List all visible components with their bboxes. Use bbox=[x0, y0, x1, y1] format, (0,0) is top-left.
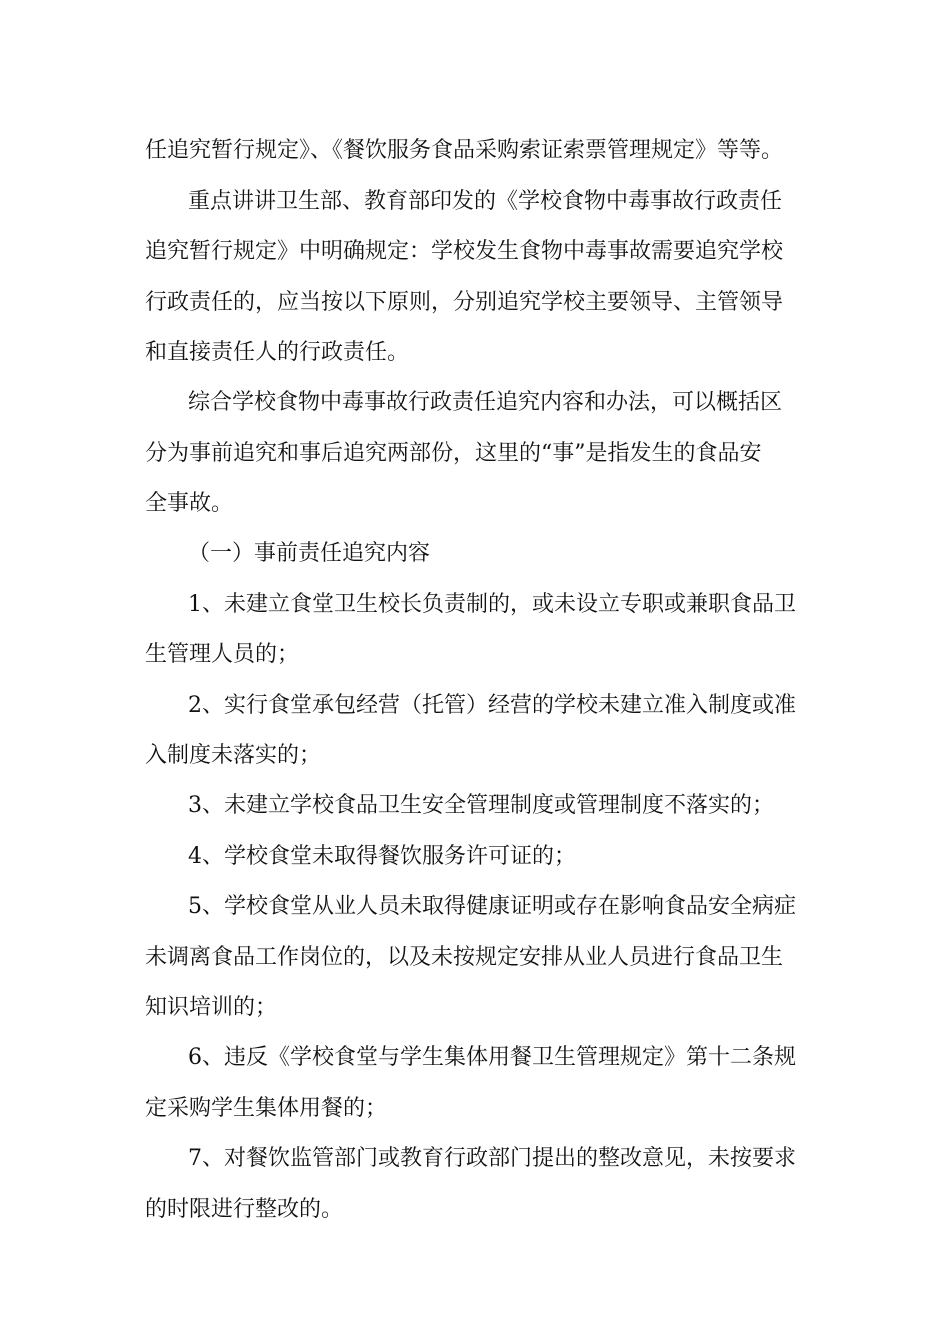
list-item-line: 的时限进行整改的。 bbox=[145, 1197, 344, 1222]
list-item-line: 定采购学生集体用餐的； bbox=[145, 1096, 388, 1121]
text-line: 综合学校食物中毒事故行政责任追究内容和办法，可以概括区 bbox=[188, 390, 783, 415]
section-heading: （一）事前责任追究内容 bbox=[188, 541, 431, 566]
text-line: 分为事前追究和事后追究两部份，这里的“事”是指发生的食品安 bbox=[145, 441, 762, 466]
text-line: 重点讲讲卫生部、教育部印发的《学校食物中毒事故行政责任 bbox=[188, 189, 783, 214]
list-item-line: 2、实行食堂承包经营（托管）经营的学校未建立准入制度或准 bbox=[188, 693, 796, 718]
list-item-line: 3、未建立学校食品卫生安全管理制度或管理制度不落实的； bbox=[188, 793, 774, 818]
list-item-line: 生管理人员的； bbox=[145, 642, 300, 667]
list-item-line: 5、学校食堂从业人员未取得健康证明或存在影响食品安全病症 bbox=[188, 894, 796, 919]
list-item-line: 4、学校食堂未取得餐饮服务许可证的； bbox=[188, 844, 576, 869]
text-line: 行政责任的，应当按以下原则，分别追究学校主要领导、主管领导 bbox=[145, 290, 784, 315]
text-line: 任追究暂行规定》、《餐饮服务食品采购索证索票管理规定》等等。 bbox=[145, 138, 784, 163]
text-line: 追究暂行规定》中明确规定：学校发生食物中毒事故需要追究学校 bbox=[145, 239, 784, 264]
text-line: 全事故。 bbox=[145, 491, 234, 516]
list-item-line: 6、违反《学校食堂与学生集体用餐卫生管理规定》第十二条规 bbox=[188, 1045, 796, 1070]
list-item-line: 1、未建立食堂卫生校长负责制的，或未设立专职或兼职食品卫 bbox=[188, 592, 796, 617]
text-line: 和直接责任人的行政责任。 bbox=[145, 340, 410, 365]
list-item-line: 知识培训的； bbox=[145, 995, 278, 1020]
list-item-line: 未调离食品工作岗位的，以及未按规定安排从业人员进行食品卫生 bbox=[145, 945, 784, 970]
list-item-line: 入制度未落实的； bbox=[145, 743, 322, 768]
list-item-line: 7、对餐饮监管部门或教育行政部门提出的整改意见，未按要求 bbox=[188, 1146, 796, 1171]
